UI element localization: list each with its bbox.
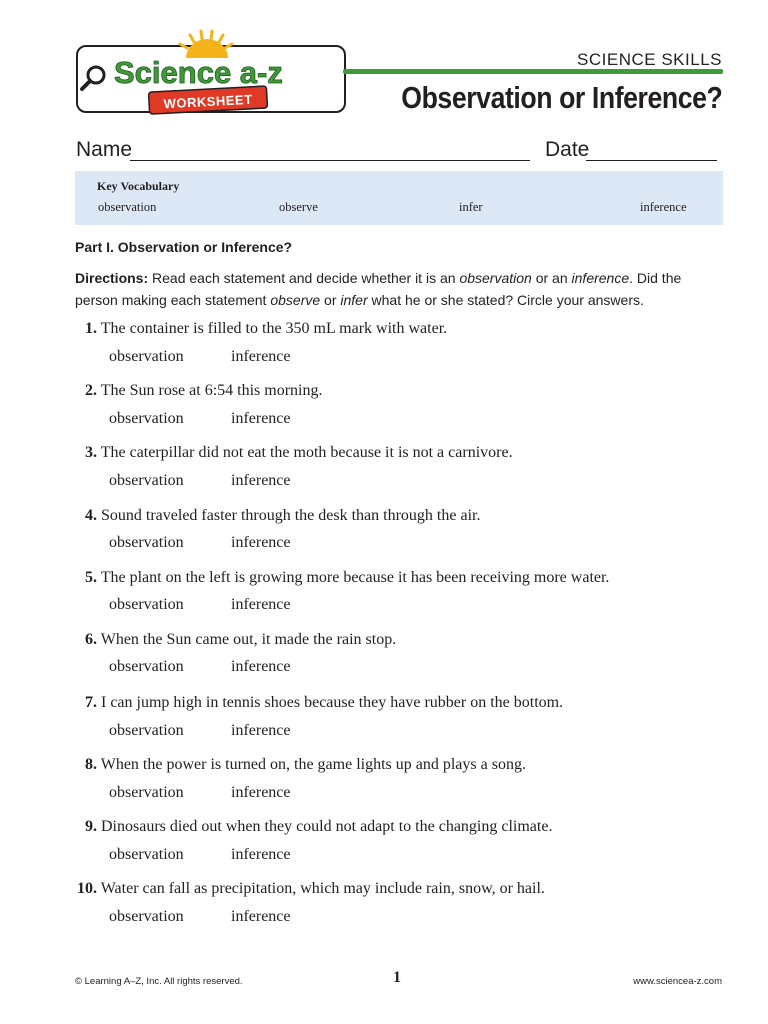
question-1 <box>74 320 447 338</box>
vocabulary-word: observation <box>98 200 157 214</box>
question-statement: The plant on the left is growing more because it has been receiving more water. <box>100 569 610 586</box>
option-observation[interactable]: observation <box>109 784 184 801</box>
logo-brand-text: Science a-z <box>114 55 283 90</box>
directions-text: Read each statement and decide whether it is an <box>152 270 460 286</box>
vocabulary-title: Key Vocabulary <box>97 179 180 193</box>
series-label: SCIENCE SKILLS <box>577 50 722 69</box>
page-number: 1 <box>393 969 401 986</box>
science-az-logo <box>74 28 349 128</box>
option-observation[interactable]: observation <box>109 908 184 925</box>
question-10 <box>74 880 545 898</box>
option-inference[interactable]: inference <box>231 472 291 489</box>
name-field[interactable] <box>130 160 530 161</box>
vocabulary-word: observe <box>279 200 318 214</box>
question-number: 8. <box>85 756 97 773</box>
question-statement: The caterpillar did not eat the moth because it is not a carnivore. <box>100 444 513 461</box>
question-number: 3. <box>85 444 97 461</box>
date-label: Date <box>545 138 590 161</box>
footer-url[interactable]: www.sciencea-z.com <box>633 976 722 987</box>
option-observation[interactable]: observation <box>109 348 184 365</box>
option-inference[interactable]: inference <box>231 784 291 801</box>
question-statement: The Sun rose at 6:54 this morning. <box>100 382 323 399</box>
vocabulary-word: inference <box>640 200 687 214</box>
question-statement: The container is filled to the 350 mL mark with water. <box>100 320 448 337</box>
question-number: 9. <box>85 818 97 835</box>
question-statement: Dinosaurs died out when they could not adapt to the changing climate. <box>101 818 553 835</box>
directions-text: or <box>320 292 341 308</box>
question-number: 5. <box>85 569 97 586</box>
option-inference[interactable]: inference <box>231 410 291 427</box>
question-number: 4. <box>85 507 97 524</box>
option-inference[interactable]: inference <box>231 658 291 675</box>
option-inference[interactable]: inference <box>231 908 291 925</box>
page-title: Observation or Inference? <box>400 80 722 115</box>
option-inference[interactable]: inference <box>231 722 291 739</box>
question-6 <box>74 631 396 649</box>
question-7 <box>74 694 563 712</box>
part-heading: Part I. Observation or Inference? <box>75 239 293 255</box>
option-inference[interactable]: inference <box>231 534 291 551</box>
question-statement: Sound traveled faster through the desk than through the air. <box>101 507 481 524</box>
directions-text: . Did the person making each statement <box>75 270 682 308</box>
question-statement: When the Sun came out, it made the rain stop. <box>100 631 397 648</box>
option-inference[interactable]: inference <box>231 348 291 365</box>
option-observation[interactable]: observation <box>109 534 184 551</box>
question-statement: I can jump high in tennis shoes because they have rubber on the bottom. <box>101 694 564 711</box>
directions <box>75 267 725 311</box>
question-number: 2. <box>85 382 97 399</box>
option-inference[interactable]: inference <box>231 846 291 863</box>
option-observation[interactable]: observation <box>109 596 184 613</box>
option-observation[interactable]: observation <box>109 722 184 739</box>
vocabulary-word: infer <box>459 200 483 214</box>
key-vocabulary-box <box>75 171 723 225</box>
question-number: 7. <box>85 694 97 711</box>
question-number: 1. <box>85 320 97 337</box>
question-statement: When the power is turned on, the game lights up and plays a song. <box>100 756 526 773</box>
option-inference[interactable]: inference <box>231 596 291 613</box>
option-observation[interactable]: observation <box>109 658 184 675</box>
directions-term: observe <box>270 292 321 308</box>
option-observation[interactable]: observation <box>109 846 184 863</box>
directions-term: inference <box>571 270 630 286</box>
date-field[interactable] <box>586 160 717 161</box>
directions-label: Directions: <box>75 270 149 286</box>
directions-text: or an <box>531 270 572 286</box>
magnifier-icon <box>82 67 104 89</box>
question-9 <box>74 818 552 836</box>
question-3 <box>74 444 513 462</box>
question-statement: Water can fall as precipitation, which may include rain, snow, or hail. <box>100 880 545 897</box>
question-4 <box>74 507 480 525</box>
question-8 <box>74 756 526 774</box>
question-number: 10. <box>77 880 97 897</box>
directions-term: infer <box>340 292 368 308</box>
name-label: Name <box>76 138 133 161</box>
option-observation[interactable]: observation <box>109 472 184 489</box>
option-observation[interactable]: observation <box>109 410 184 427</box>
footer-copyright: © Learning A–Z, Inc. All rights reserved. <box>75 976 243 987</box>
question-2 <box>74 382 322 400</box>
directions-text: what he or she stated? Circle your answers. <box>367 292 644 308</box>
question-5 <box>74 569 609 587</box>
logo-badge-text: WORKSHEET <box>163 91 253 112</box>
question-number: 6. <box>85 631 97 648</box>
directions-term: observation <box>459 270 532 286</box>
